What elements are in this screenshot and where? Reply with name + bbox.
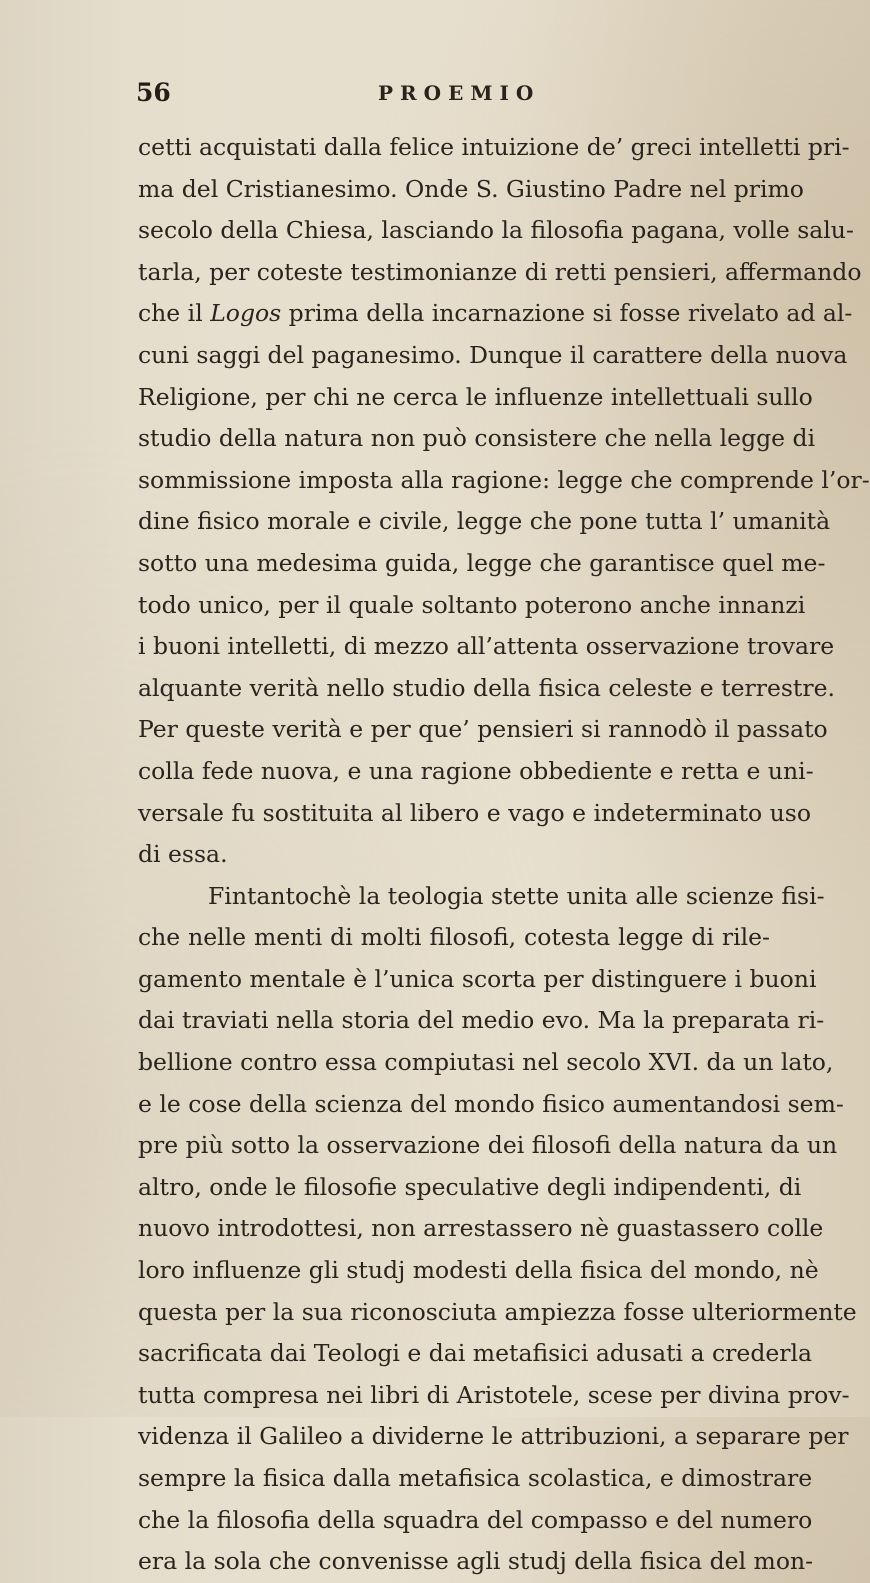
text-line: videnza il Galileo a dividerne le attribuzioni, a separare per: [138, 1422, 849, 1451]
text-line: che il Logos prima della incarnazione si fosse rivelato ad al-: [138, 299, 853, 328]
text-line: cetti acquistati dalla felice intuizione de’ greci intelletti pri-: [138, 133, 850, 161]
text-line: dai traviati nella storia del medio evo. Ma la preparata ri-: [138, 1006, 825, 1035]
running-head: PROEMIO: [378, 81, 541, 105]
text-line: sommissione imposta alla ragione: legge che comprende l’or-: [138, 465, 870, 494]
text-line: sempre la fisica dalla metafisica scolastica, e dimostrare: [138, 1464, 813, 1492]
text-line: nuovo introdottesi, non arrestassero nè guastassero colle: [138, 1214, 824, 1243]
text-line: i buoni intelletti, di mezzo all’attenta osservazione trovare: [138, 632, 835, 661]
text-line: che nelle menti di molti filosofi, cotesta legge di rile-: [138, 923, 770, 952]
text-line: era la sola che convenisse agli studj della fisica del mon-: [138, 1547, 814, 1576]
text-line: alquante verità nello studio della fisica celeste e terrestre.: [138, 673, 835, 702]
text-line: dine fisico morale e civile, legge che pone tutta l’ umanità: [138, 507, 831, 536]
page-number: 56: [136, 78, 171, 107]
page-header: [136, 78, 756, 118]
text-line: gamento mentale è l’unica scorta per distinguere i buoni: [138, 964, 817, 993]
text-line: secolo della Chiesa, lasciando la filosofia pagana, volle salu-: [138, 216, 854, 245]
text-line: sotto una medesima guida, legge che garantisce quel me-: [138, 548, 826, 577]
text-line: todo unico, per il quale soltanto poterono anche innanzi: [138, 590, 806, 619]
text-line: versale fu sostituita al libero e vago e indeterminato uso: [138, 798, 811, 827]
text-line: Per queste verità e per que’ pensieri si rannodò il passato: [138, 715, 828, 744]
text-line: altro, onde le filosofie speculative degli indipendenti, di: [138, 1172, 802, 1201]
text-line: pre più sotto la osservazione dei filosofi della natura da un: [138, 1131, 838, 1160]
text-line: tutta compresa nei libri di Aristotele, scese per divina prov-: [138, 1380, 850, 1409]
text-line: ma del Cristianesimo. Onde S. Giustino Padre nel primo: [138, 174, 804, 203]
text-line: loro influenze gli studj modesti della fisica del mondo, nè: [138, 1256, 819, 1285]
text-line: tarla, per coteste testimonianze di retti pensieri, affermando: [138, 257, 862, 286]
paragraph-end-line: di essa.: [138, 840, 228, 869]
text-line: colla fede nuova, e una ragione obbediente e retta e uni-: [138, 756, 814, 785]
text-line: e le cose della scienza del mondo fisico aumentandosi sem-: [138, 1089, 844, 1118]
text-line: Religione, per chi ne cerca le influenze intellettuali sullo: [138, 382, 813, 411]
italic-word: Logos: [210, 299, 282, 328]
paragraph-start-line: Fintantochè la teologia stette unita alle scienze fisi-: [208, 881, 825, 910]
text-line: cuni saggi del paganesimo. Dunque il carattere della nuova: [138, 340, 848, 369]
text-line: che la filosofia della squadra del compasso e del numero: [138, 1505, 813, 1534]
text-line: sacrificata dai Teologi e dai metafisici adusati a crederla: [138, 1339, 813, 1368]
text-line: bellione contro essa compiutasi nel secolo XVI. da un lato,: [138, 1048, 834, 1077]
body-text: [138, 127, 870, 1583]
text-line: questa per la sua riconosciuta ampiezza fosse ulteriormente: [138, 1297, 857, 1326]
text-line: studio della natura non può consistere che nella legge di: [138, 424, 816, 453]
